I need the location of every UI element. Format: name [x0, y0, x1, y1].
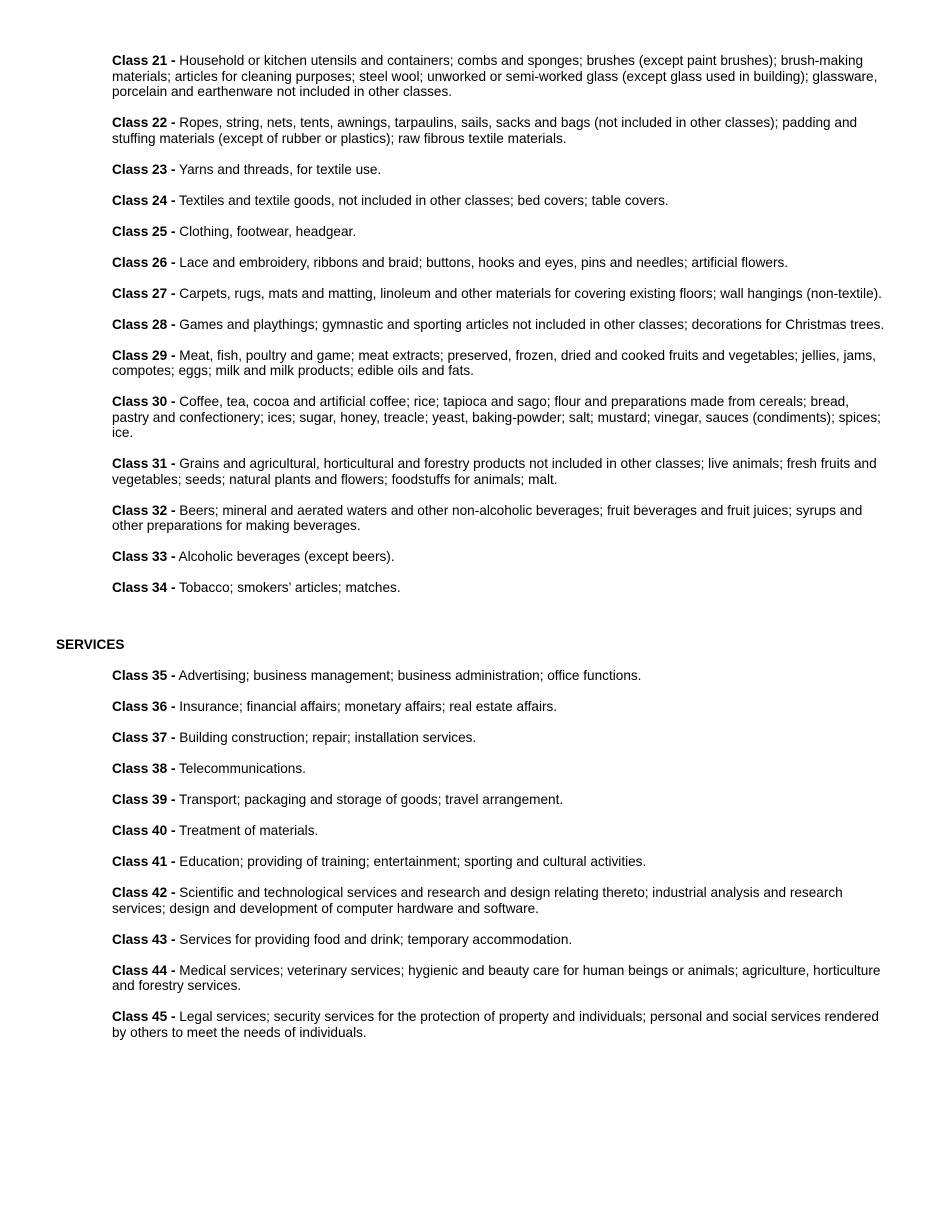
class-label: Class 43 - — [112, 931, 176, 947]
class-label: Class 29 - — [112, 347, 176, 363]
services-class-list — [112, 668, 887, 1056]
class-entry-32 — [112, 503, 887, 534]
class-entry-22 — [112, 115, 887, 146]
class-entry-30 — [112, 394, 887, 441]
class-entry-45 — [112, 1009, 887, 1040]
class-entry-43 — [112, 932, 887, 948]
class-label: Class 41 - — [112, 854, 176, 869]
class-description: Legal services; security services for the protection of property and individuals; personal and social services rendered by others to meet the needs of individuals. — [112, 1009, 879, 1040]
class-label: Class 33 - — [112, 549, 176, 564]
class-label: Class 31 - — [112, 456, 176, 471]
class-label: Class 34 - — [112, 580, 176, 595]
class-description: Services for providing food and drink; temporary accommodation. — [179, 931, 573, 947]
class-entry-27 — [112, 286, 887, 302]
class-entry-38 — [112, 761, 887, 777]
class-description: Textiles and textile goods, not included in other classes; bed covers; table covers. — [179, 192, 669, 208]
class-description: Games and playthings; gymnastic and sporting articles not included in other classes; decorations for Christmas trees. — [179, 316, 885, 332]
class-label: Class 30 - — [112, 394, 176, 409]
class-description: Yarns and threads, for textile use. — [179, 161, 382, 177]
class-label: Class 21 - — [112, 53, 176, 68]
class-description: Education; providing of training; entertainment; sporting and cultural activities. — [179, 854, 647, 869]
class-description: Telecommunications. — [179, 761, 306, 776]
class-label: Class 35 - — [112, 668, 176, 683]
class-entry-34 — [112, 580, 887, 596]
class-label: Class 22 - — [112, 115, 176, 130]
class-entry-21 — [112, 53, 887, 100]
class-description: Beers; mineral and aerated waters and other non-alcoholic beverages; fruit beverages and fruit juices; syrups and other preparations for making beverages. — [112, 502, 863, 533]
class-description: Meat, fish, poultry and game; meat extracts; preserved, frozen, dried and cooked fruits and vegetables; jellies, jams, compotes; eggs; milk and milk products; edible oils and fats. — [112, 347, 876, 378]
class-label: Class 40 - — [112, 823, 176, 838]
class-label: Class 28 - — [112, 316, 176, 332]
class-label: Class 27 - — [112, 285, 176, 301]
class-description: Scientific and technological services and research and design relating thereto; industrial analysis and research services; design and development of computer hardware and software. — [112, 885, 843, 916]
class-description: Insurance; financial affairs; monetary affairs; real estate affairs. — [179, 699, 558, 714]
class-entry-33 — [112, 549, 887, 565]
class-entry-29 — [112, 348, 887, 379]
class-description: Advertising; business management; business administration; office functions. — [178, 668, 642, 683]
class-description: Coffee, tea, cocoa and artificial coffee; rice; tapioca and sago; flour and preparations made from cereals; bread, pastry and confectionery; ices; sugar, honey, treacle; yeast, baking-powder; salt; mustard; vinegar, sauces (condiments); spices; ice. — [112, 394, 881, 440]
class-label: Class 32 - — [112, 502, 176, 518]
class-entry-41 — [112, 854, 887, 870]
class-description: Transport; packaging and storage of goods; travel arrangement. — [179, 792, 564, 807]
class-entry-37 — [112, 730, 887, 746]
class-entry-28 — [112, 317, 887, 333]
class-label: Class 45 - — [112, 1009, 176, 1024]
class-entry-36 — [112, 699, 887, 715]
class-description: Grains and agricultural, horticultural and forestry products not included in other classes; live animals; fresh fruits and vegetables; seeds; natural plants and flowers; foodstuffs for animals; malt. — [112, 456, 877, 487]
class-label: Class 24 - — [112, 192, 176, 208]
class-label: Class 23 - — [112, 161, 176, 177]
class-description: Carpets, rugs, mats and matting, linoleum and other materials for covering existing floors; wall hangings (non-textile). — [179, 285, 882, 301]
class-label: Class 42 - — [112, 885, 176, 900]
class-label: Class 38 - — [112, 761, 176, 776]
class-label: Class 36 - — [112, 699, 176, 714]
class-description: Ropes, string, nets, tents, awnings, tarpaulins, sails, sacks and bags (not included in other classes); padding and stuffing materials (except of rubber or plastics); raw fibrous textile materials. — [112, 115, 858, 146]
class-label: Class 39 - — [112, 792, 176, 807]
goods-class-list — [112, 53, 887, 611]
class-description: Lace and embroidery, ribbons and braid; buttons, hooks and eyes, pins and needles; artificial flowers. — [179, 254, 789, 270]
class-entry-35 — [112, 668, 887, 684]
class-entry-26 — [112, 255, 887, 271]
services-heading: SERVICES — [56, 637, 125, 652]
class-label: Class 25 - — [112, 223, 176, 239]
class-label: Class 44 - — [112, 962, 176, 978]
class-description: Building construction; repair; installation services. — [179, 730, 477, 745]
class-description: Alcoholic beverages (except beers). — [178, 549, 395, 564]
class-description: Treatment of materials. — [179, 823, 319, 838]
class-label: Class 26 - — [112, 254, 176, 270]
class-description: Medical services; veterinary services; hygienic and beauty care for human beings or animals; agriculture, horticulture and forestry services. — [112, 962, 881, 993]
class-label: Class 37 - — [112, 730, 176, 745]
class-entry-44 — [112, 963, 887, 994]
class-entry-23 — [112, 162, 887, 178]
class-entry-31 — [112, 456, 887, 487]
class-entry-42 — [112, 885, 887, 916]
class-entry-24 — [112, 193, 887, 209]
class-entry-25 — [112, 224, 887, 240]
class-entry-39 — [112, 792, 887, 808]
class-description: Tobacco; smokers’ articles; matches. — [179, 580, 401, 595]
class-description: Clothing, footwear, headgear. — [179, 223, 357, 239]
class-description: Household or kitchen utensils and containers; combs and sponges; brushes (except paint brushes); brush-making materials; articles for cleaning purposes; steel wool; unworked or semi-worked glass (except glass used in building); glassware, porcelain and earthenware not included in other classes. — [112, 53, 878, 99]
class-entry-40 — [112, 823, 887, 839]
